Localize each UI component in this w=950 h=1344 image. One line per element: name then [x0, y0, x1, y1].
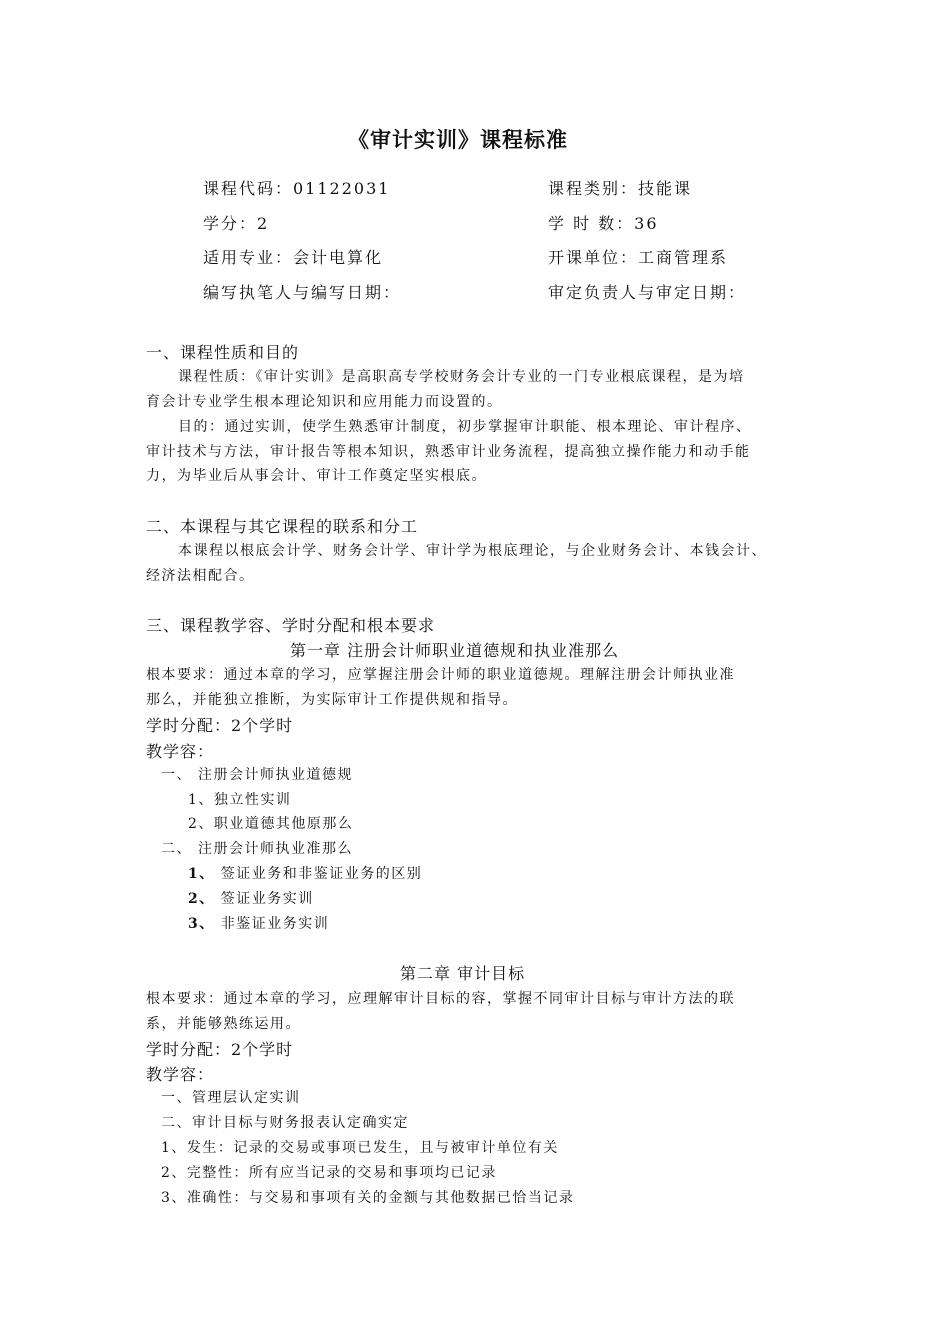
section-2-heading: 二、本课程与其它课程的联系和分工: [146, 517, 419, 536]
meta-major: 适用专业：会计电算化: [203, 248, 384, 267]
list-number: 3、: [188, 916, 215, 932]
chapter-1-subitem: 1、独立性实训: [188, 792, 292, 808]
chapter-2-hours: 学时分配：2个学时: [146, 1040, 294, 1059]
chapter-2-item: 1、发生：记录的交易或事项已发生，且与被审计单位有关: [161, 1140, 559, 1156]
chapter-2-requirement: 根本要求：通过本章的学习，应理解审计目标的容，掌握不同审计目标与审计方法的联: [146, 991, 735, 1007]
chapter-2-item: 2、完整性：所有应当记录的交易和事项均已记录: [161, 1165, 497, 1181]
meta-course-category: 课程类别：技能课: [548, 179, 693, 198]
section-1-paragraph-2: 力，为毕业后从事会计、审计工作奠定坚实根底。: [146, 468, 487, 484]
document-title: 《审计实训》课程标准: [348, 127, 568, 152]
section-1-paragraph-1: 课程性质：《审计实训》是高职高专学校财务会计专业的一门专业根底课程，是为培: [178, 369, 745, 385]
list-number: 1、: [188, 866, 215, 882]
meta-department: 开课单位：工商管理系: [548, 248, 729, 267]
chapter-1-subitem: 2、职业道德其他原那么: [188, 816, 354, 832]
chapter-2-item: 3、准确性：与交易和事项有关的金额与其他数据已恰当记录: [161, 1190, 575, 1206]
section-2-paragraph: 本课程以根底会计学、财务会计学、审计学为根底理论，与企业财务会计、本钱会计、: [178, 543, 767, 559]
section-1-paragraph-2: 目的：通过实训，使学生熟悉审计制度，初步掌握审计职能、根本理论、审计程序、: [178, 419, 752, 435]
chapter-2-requirement: 系，并能够熟练运用。: [146, 1016, 301, 1032]
chapter-1-item: 二、 注册会计师执业准那么: [161, 841, 353, 857]
chapter-2-item: 二、审计目标与财务报表认定确实定: [161, 1115, 409, 1131]
section-2-paragraph: 经济法相配合。: [146, 568, 255, 584]
chapter-1-subitem: [188, 888, 314, 908]
meta-reviewer: 审定负责人与审定日期：: [548, 283, 747, 302]
chapter-1-requirement: 根本要求：通过本章的学习，应掌握注册会计师的职业道德规。理解注册会计师执业准: [146, 667, 735, 683]
section-1-paragraph-1: 育会计专业学生根本理论知识和应用能力而设置的。: [146, 394, 503, 410]
chapter-1-title: 第一章 注册会计师职业道德规和执业准那么: [290, 641, 620, 660]
chapter-1-content-label: 教学容：: [146, 742, 215, 761]
list-text: 非鉴证业务实训: [220, 916, 330, 932]
chapter-1-subitem: [188, 913, 329, 933]
chapter-2-item: 一、管理层认定实训: [161, 1090, 301, 1106]
meta-course-code: 课程代码：01122031: [203, 179, 391, 198]
meta-credit: 学分：2: [203, 214, 270, 233]
section-1-paragraph-2: 审计技术与方法，审计报告等根本知识，熟悉审计业务流程，提高独立操作能力和动手能: [146, 444, 751, 460]
chapter-2-content-label: 教学容：: [146, 1065, 215, 1084]
meta-author: 编写执笔人与编写日期：: [203, 283, 402, 302]
list-text: 签证业务和非鉴证业务的区别: [220, 866, 423, 882]
chapter-2-title: 第二章 审计目标: [400, 964, 526, 983]
list-number: 2、: [188, 891, 215, 907]
chapter-1-subitem: [188, 863, 422, 883]
list-text: 签证业务实训: [220, 891, 314, 907]
section-1-heading: 一、课程性质和目的: [146, 343, 300, 362]
chapter-1-hours: 学时分配：2个学时: [146, 716, 294, 735]
meta-hours: 学 时 数：36: [548, 214, 659, 233]
section-3-heading: 三、课程教学容、学时分配和根本要求: [146, 616, 436, 635]
chapter-1-requirement: 那么，并能独立推断，为实际审计工作提供规和指导。: [146, 692, 518, 708]
chapter-1-item: 一、 注册会计师执业道德规: [161, 767, 353, 783]
